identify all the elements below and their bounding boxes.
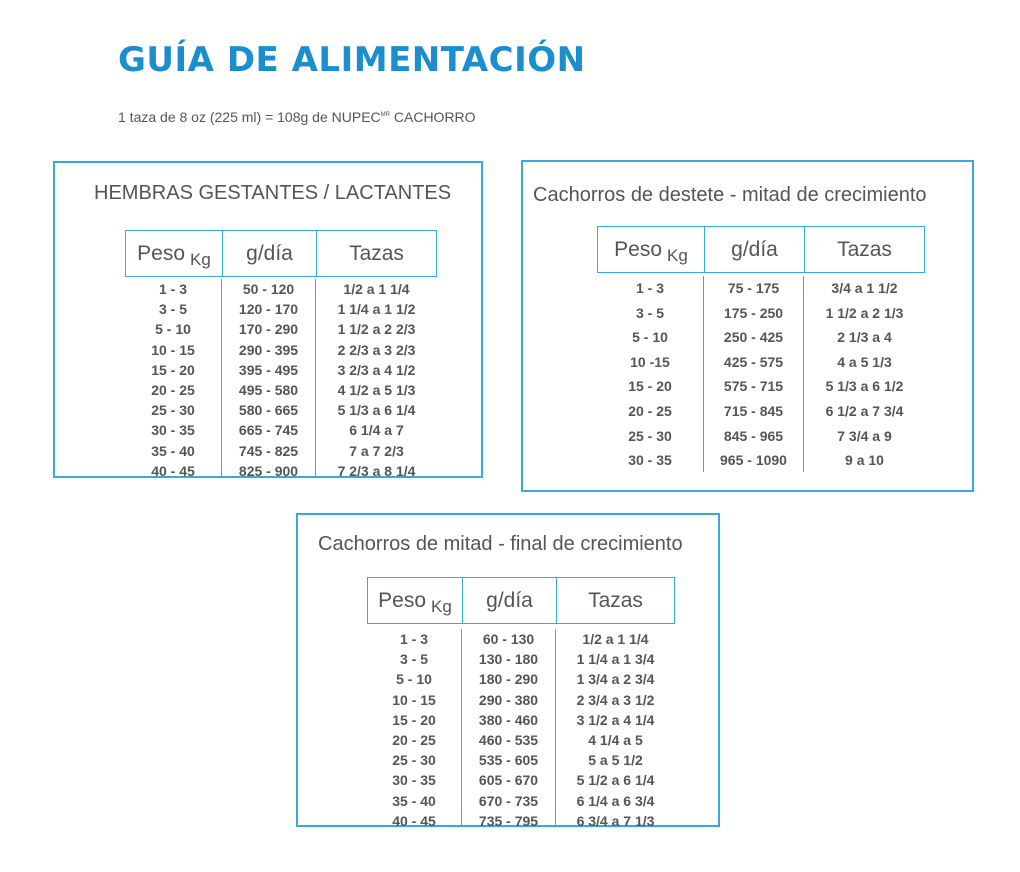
cell-peso: 5 - 10 xyxy=(155,321,191,338)
column-tazas xyxy=(555,629,675,829)
cell-gdia: 495 - 580 xyxy=(238,381,299,398)
cell-peso: 15 - 20 xyxy=(628,378,672,395)
header-tazas: Tazas xyxy=(556,578,674,623)
cell-peso: 3 - 5 xyxy=(635,304,664,321)
cell-gdia: 120 - 170 xyxy=(238,301,299,318)
cell-gdia: 250 - 425 xyxy=(723,329,784,346)
cell-peso: 30 - 35 xyxy=(392,772,436,789)
cell-gdia: 75 - 175 xyxy=(727,280,780,296)
cell-tazas: 6 1/4 a 7 xyxy=(349,422,404,439)
cell-tazas: 7 3/4 a 9 xyxy=(837,427,892,444)
table-body xyxy=(367,629,675,829)
cell-tazas: 2 3/4 a 3 1/2 xyxy=(576,691,655,708)
header-peso-label: Peso xyxy=(378,588,427,612)
cell-gdia: 395 - 495 xyxy=(238,361,299,378)
cell-tazas: 5 a 5 1/2 xyxy=(588,752,643,769)
cell-tazas: 5 1/2 a 6 1/4 xyxy=(576,772,655,789)
panel-title: HEMBRAS GESTANTES / LACTANTES xyxy=(94,182,452,204)
column-peso xyxy=(125,279,221,477)
table-body xyxy=(125,279,437,477)
header-gdia: g/día xyxy=(222,231,316,276)
column-gdia xyxy=(221,279,315,477)
header-tazas: Tazas xyxy=(804,227,924,272)
cell-tazas: 1/2 a 1 1/4 xyxy=(582,631,649,647)
cell-tazas: 6 1/2 a 7 3/4 xyxy=(825,402,904,419)
cell-gdia: 425 - 575 xyxy=(723,353,784,370)
subtitle-text: 1 taza de 8 oz (225 ml) = 108g de NUPEC xyxy=(118,109,381,125)
cell-gdia: 665 - 745 xyxy=(238,422,299,439)
page-title: GUÍA DE ALIMENTACIÓN xyxy=(118,40,586,80)
cell-peso: 35 - 40 xyxy=(392,792,436,809)
cell-gdia: 825 - 900 xyxy=(238,462,299,479)
column-tazas xyxy=(315,279,437,477)
cell-gdia: 170 - 290 xyxy=(238,321,299,338)
table-body xyxy=(597,276,925,472)
header-peso-label: Peso xyxy=(137,241,186,265)
cell-gdia: 580 - 665 xyxy=(238,402,299,419)
cell-tazas: 5 1/3 a 6 1/4 xyxy=(337,402,416,419)
cell-gdia: 575 - 715 xyxy=(723,378,784,395)
header-kg-label: Kg xyxy=(190,249,211,269)
subtitle-trademark: MR xyxy=(380,112,390,118)
header-peso xyxy=(368,578,462,623)
header-peso xyxy=(598,227,704,272)
cell-tazas: 5 1/3 a 6 1/2 xyxy=(825,378,904,395)
header-gdia: g/día xyxy=(462,578,556,623)
cell-peso: 30 - 35 xyxy=(628,452,672,469)
panel-title: Cachorros de destete - mitad de crecimiento xyxy=(533,184,927,206)
cell-gdia: 535 - 605 xyxy=(478,752,539,769)
cell-peso: 35 - 40 xyxy=(151,442,195,459)
cell-tazas: 2 2/3 a 3 2/3 xyxy=(337,341,416,358)
column-peso xyxy=(597,276,703,472)
cell-tazas: 1 1/2 a 2 1/3 xyxy=(825,304,904,321)
column-tazas xyxy=(803,276,925,472)
cell-gdia: 670 - 735 xyxy=(478,792,539,809)
page-subtitle xyxy=(118,109,476,125)
cell-tazas: 9 a 10 xyxy=(845,452,884,469)
header-kg-label: Kg xyxy=(431,596,452,616)
cell-peso: 10 - 15 xyxy=(151,341,195,358)
cell-peso: 5 - 10 xyxy=(632,329,668,346)
cell-peso: 30 - 35 xyxy=(151,422,195,439)
cell-peso: 25 - 30 xyxy=(628,427,672,444)
cell-peso: 1 - 3 xyxy=(635,280,664,296)
cell-peso: 10 -15 xyxy=(630,353,670,370)
header-tazas: Tazas xyxy=(316,231,436,276)
cell-tazas: 6 3/4 a 7 1/3 xyxy=(576,812,655,829)
cell-peso: 10 - 15 xyxy=(392,691,436,708)
cell-tazas: 6 1/4 a 6 3/4 xyxy=(576,792,655,809)
cell-peso: 3 - 5 xyxy=(158,301,187,318)
cell-gdia: 745 - 825 xyxy=(238,442,299,459)
cell-tazas: 4 1/2 a 5 1/3 xyxy=(337,381,416,398)
header-peso-label: Peso xyxy=(614,237,663,261)
cell-gdia: 845 - 965 xyxy=(723,427,784,444)
header-peso xyxy=(126,231,222,276)
cell-gdia: 130 - 180 xyxy=(478,651,539,668)
column-peso xyxy=(367,629,461,829)
cell-gdia: 380 - 460 xyxy=(478,711,539,728)
cell-gdia: 290 - 380 xyxy=(478,691,539,708)
cell-gdia: 175 - 250 xyxy=(723,304,784,321)
cell-tazas: 3 1/2 a 4 1/4 xyxy=(576,711,655,728)
panel-destete xyxy=(521,160,974,492)
subtitle-product: CACHORRO xyxy=(390,109,476,125)
header-kg-label: Kg xyxy=(667,245,688,265)
cell-peso: 20 - 25 xyxy=(392,731,436,748)
column-gdia xyxy=(461,629,555,829)
cell-gdia: 460 - 535 xyxy=(478,731,539,748)
cell-gdia: 965 - 1090 xyxy=(720,452,787,469)
cell-tazas: 7 2/3 a 8 1/4 xyxy=(337,462,416,479)
cell-peso: 5 - 10 xyxy=(396,671,432,688)
cell-tazas: 3 2/3 a 4 1/2 xyxy=(337,361,416,378)
cell-gdia: 290 - 395 xyxy=(238,341,299,358)
cell-tazas: 3/4 a 1 1/2 xyxy=(831,280,898,296)
panel-hembras xyxy=(53,161,483,478)
cell-tazas: 4 1/4 a 5 xyxy=(588,731,643,748)
header-gdia: g/día xyxy=(704,227,804,272)
cell-tazas: 1 1/4 a 1 3/4 xyxy=(576,651,655,668)
cell-peso: 20 - 25 xyxy=(151,381,195,398)
cell-gdia: 605 - 670 xyxy=(478,772,539,789)
cell-tazas: 7 a 7 2/3 xyxy=(349,442,404,459)
cell-gdia: 715 - 845 xyxy=(723,402,784,419)
cell-tazas: 1 1/4 a 1 1/2 xyxy=(337,301,416,318)
table-header xyxy=(597,226,925,273)
cell-peso: 40 - 45 xyxy=(151,462,195,479)
cell-peso: 15 - 20 xyxy=(151,361,195,378)
cell-peso: 1 - 3 xyxy=(399,631,428,647)
panel-title: Cachorros de mitad - final de crecimiento xyxy=(318,533,683,555)
cell-gdia: 735 - 795 xyxy=(478,812,539,829)
panel-mitad-final xyxy=(296,513,720,827)
cell-peso: 15 - 20 xyxy=(392,711,436,728)
column-gdia xyxy=(703,276,803,472)
table-header xyxy=(367,577,675,624)
cell-peso: 25 - 30 xyxy=(151,402,195,419)
cell-peso: 1 - 3 xyxy=(158,281,187,297)
cell-tazas: 1/2 a 1 1/4 xyxy=(343,281,410,297)
cell-tazas: 4 a 5 1/3 xyxy=(837,353,892,370)
cell-peso: 25 - 30 xyxy=(392,752,436,769)
cell-tazas: 1 1/2 a 2 2/3 xyxy=(337,321,416,338)
cell-tazas: 2 1/3 a 4 xyxy=(837,329,892,346)
cell-peso: 3 - 5 xyxy=(399,651,428,668)
cell-tazas: 1 3/4 a 2 3/4 xyxy=(576,671,655,688)
cell-gdia: 60 - 130 xyxy=(482,631,535,647)
table-header xyxy=(125,230,437,277)
cell-peso: 20 - 25 xyxy=(628,402,672,419)
cell-gdia: 50 - 120 xyxy=(242,281,295,297)
cell-gdia: 180 - 290 xyxy=(478,671,539,688)
cell-peso: 40 - 45 xyxy=(392,812,436,829)
